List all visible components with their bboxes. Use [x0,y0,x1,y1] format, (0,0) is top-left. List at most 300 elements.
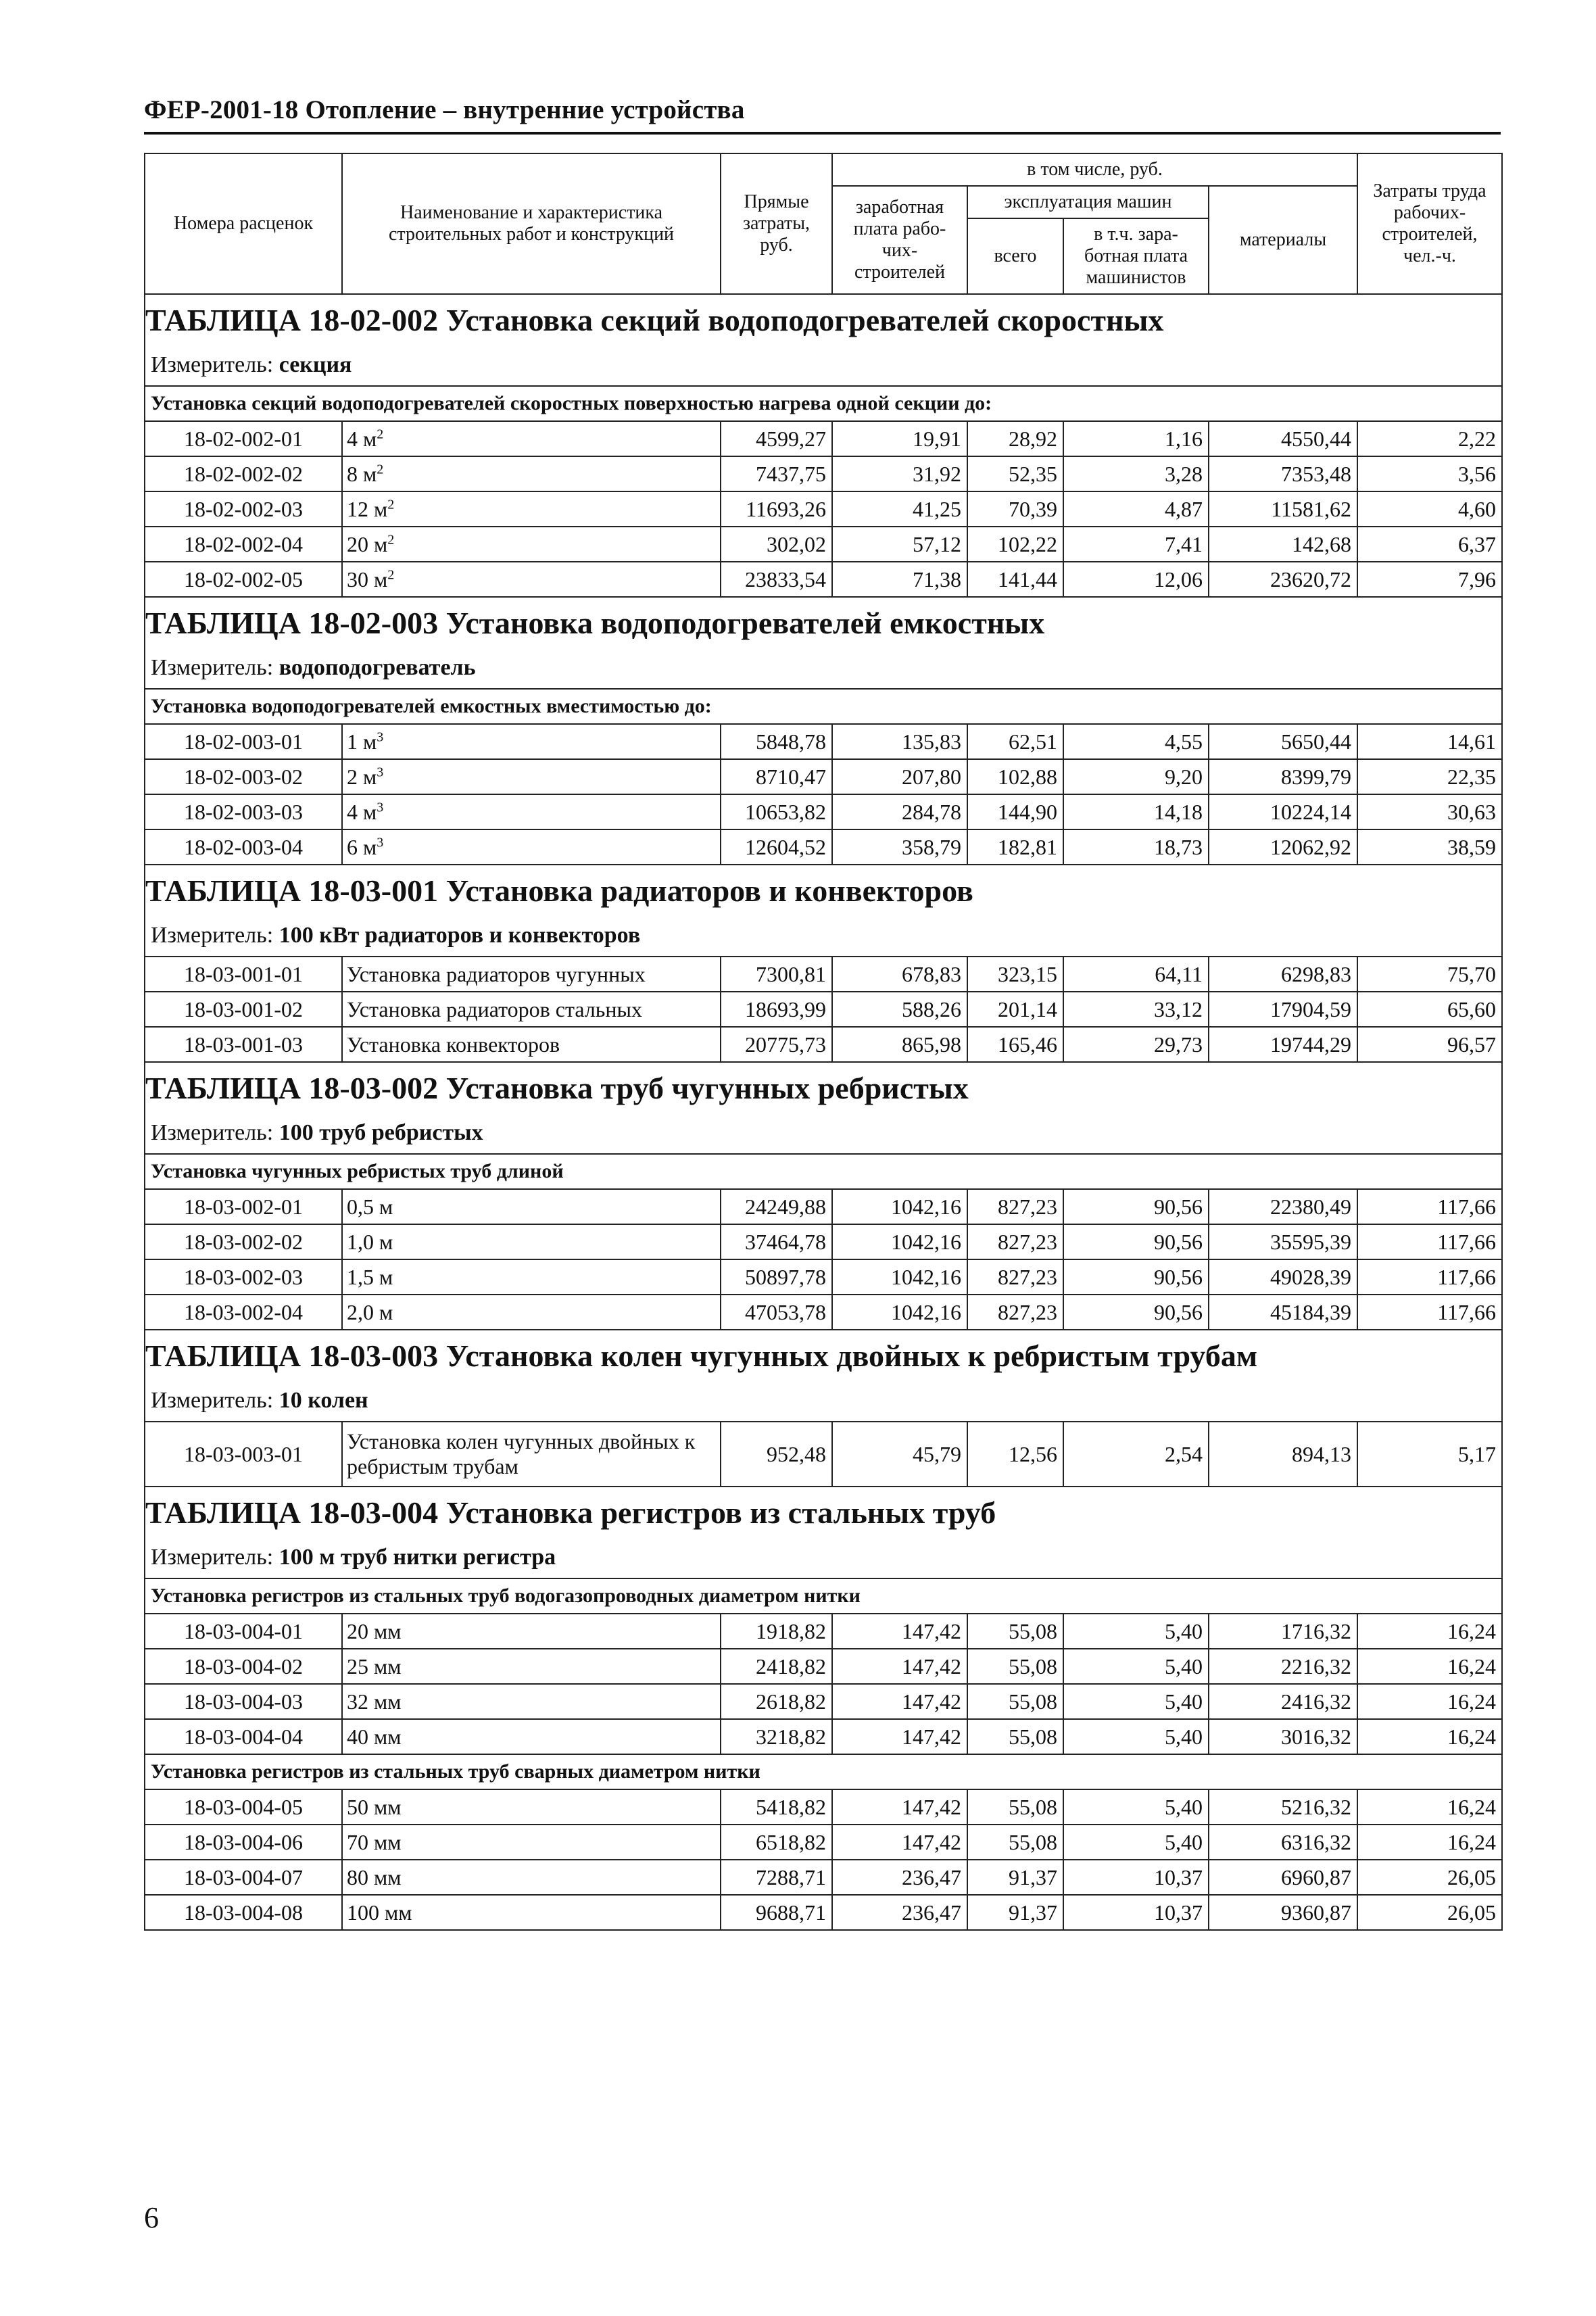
materials-cost: 6298,83 [1209,957,1357,992]
measure-cell [145,915,1502,957]
table-row [145,1825,1502,1860]
table-row [145,1860,1502,1895]
work-name [342,829,721,865]
work-name-text: Установка колен чугунных двойных к ребристым трубам [347,1429,696,1478]
measure-label: Измеритель: [151,655,274,680]
work-name-text: 1 м [347,729,377,754]
rate-code: 18-03-001-01 [145,957,342,992]
table-row [145,1224,1502,1259]
subheading-row [145,386,1502,421]
measure-value: водоподогреватель [279,655,476,680]
section-title-row [145,1062,1502,1113]
labor-cost: 117,66 [1357,1189,1502,1224]
table-row [145,1259,1502,1295]
unit-exponent: 3 [377,799,384,815]
direct-cost: 50897,78 [721,1259,832,1295]
machines-cost: 55,08 [967,1614,1063,1649]
section-title-row [145,865,1502,915]
labor-cost: 117,66 [1357,1295,1502,1330]
machines-cost: 55,08 [967,1719,1063,1754]
labor-cost: 26,05 [1357,1860,1502,1895]
measure-row [145,1380,1502,1422]
labor-cost: 26,05 [1357,1895,1502,1930]
machinist-wage-cost: 29,73 [1063,1027,1209,1062]
machinist-wage-cost: 10,37 [1063,1860,1209,1895]
section-title: ТАБЛИЦА 18-03-001 Установка радиаторов и конвекторов [145,865,1502,915]
rate-code: 18-02-003-03 [145,794,342,829]
work-name [342,794,721,829]
unit-exponent: 3 [377,729,384,744]
direct-cost: 23833,54 [721,562,832,597]
machines-cost: 70,39 [967,491,1063,527]
measure-row [145,915,1502,957]
machinist-wage-cost: 5,40 [1063,1614,1209,1649]
col-direct-header: Прямые затраты, руб. [721,153,832,294]
table-row [145,1719,1502,1754]
machinist-wage-cost: 14,18 [1063,794,1209,829]
wage-cost: 147,42 [832,1789,967,1825]
machines-cost: 55,08 [967,1825,1063,1860]
measure-row [145,1537,1502,1578]
measure-label: Измеритель: [151,1545,274,1570]
work-name-text: 4 м [347,799,377,824]
rate-code: 18-03-004-07 [145,1860,342,1895]
labor-cost: 117,66 [1357,1259,1502,1295]
machinist-wage-cost: 90,56 [1063,1224,1209,1259]
table-row [145,562,1502,597]
labor-cost: 7,96 [1357,562,1502,597]
section-title-row [145,1330,1502,1380]
direct-cost: 302,02 [721,527,832,562]
measure-label: Измеритель: [151,1388,274,1413]
work-name-text: Установка радиаторов стальных [347,996,642,1021]
measure-row [145,1113,1502,1154]
materials-cost: 5216,32 [1209,1789,1357,1825]
work-name [342,1825,721,1860]
work-name-text: 1,5 м [347,1264,393,1289]
table-row [145,1895,1502,1930]
work-name [342,562,721,597]
direct-cost: 4599,27 [721,421,832,456]
work-name-text: Установка конвекторов [347,1032,560,1057]
direct-cost: 24249,88 [721,1189,832,1224]
work-name [342,1422,721,1487]
rate-code: 18-03-002-02 [145,1224,342,1259]
direct-cost: 7288,71 [721,1860,832,1895]
machines-cost: 165,46 [967,1027,1063,1062]
machinist-wage-cost: 90,56 [1063,1259,1209,1295]
measure-value: секция [279,352,352,377]
wage-cost: 147,42 [832,1649,967,1684]
work-name-text: 70 мм [347,1829,402,1854]
work-name [342,957,721,992]
direct-cost: 3218,82 [721,1719,832,1754]
machinist-wage-cost: 5,40 [1063,1789,1209,1825]
direct-cost: 18693,99 [721,992,832,1027]
work-name-text: 6 м [347,834,377,859]
unit-exponent: 2 [387,531,395,547]
work-name [342,527,721,562]
table-row [145,527,1502,562]
machinist-wage-cost: 64,11 [1063,957,1209,992]
machines-cost: 12,56 [967,1422,1063,1487]
table-row [145,1684,1502,1719]
materials-cost: 1716,32 [1209,1614,1357,1649]
work-name [342,1189,721,1224]
rate-code: 18-03-004-01 [145,1614,342,1649]
work-name [342,456,721,491]
page-header: ФЕР-2001-18 Отопление – внутренние устройства [144,95,1501,135]
machinist-wage-cost: 5,40 [1063,1684,1209,1719]
materials-cost: 142,68 [1209,527,1357,562]
rate-code: 18-02-002-01 [145,421,342,456]
unit-exponent: 2 [377,461,384,477]
table-row [145,456,1502,491]
machines-cost: 141,44 [967,562,1063,597]
work-name [342,1684,721,1719]
table-row [145,1422,1502,1487]
work-name-text: 25 мм [347,1654,402,1679]
machinist-wage-cost: 12,06 [1063,562,1209,597]
work-name [342,1895,721,1930]
measure-value: 10 колен [279,1388,368,1413]
subheading: Установка водоподогревателей емкостных вместимостью до: [145,689,1502,724]
materials-cost: 49028,39 [1209,1259,1357,1295]
machines-cost: 102,22 [967,527,1063,562]
measure-value: 100 м труб нитки регистра [279,1545,556,1570]
subheading: Установка регистров из стальных труб водогазопроводных диаметром нитки [145,1578,1502,1614]
machines-cost: 102,88 [967,759,1063,794]
machinist-wage-cost: 2,54 [1063,1422,1209,1487]
work-name [342,759,721,794]
work-name-text: 20 мм [347,1618,402,1643]
direct-cost: 5848,78 [721,724,832,759]
materials-cost: 3016,32 [1209,1719,1357,1754]
section-title: ТАБЛИЦА 18-03-004 Установка регистров из стальных труб [145,1487,1502,1537]
work-name [342,1224,721,1259]
measure-value: 100 труб ребристых [279,1120,483,1145]
section-title-row [145,1487,1502,1537]
col-machines-header: эксплуатация машин [967,186,1209,218]
wage-cost: 19,91 [832,421,967,456]
direct-cost: 37464,78 [721,1224,832,1259]
work-name-text: 100 мм [347,1900,412,1925]
machines-cost: 323,15 [967,957,1063,992]
direct-cost: 8710,47 [721,759,832,794]
materials-cost: 7353,48 [1209,456,1357,491]
labor-cost: 16,24 [1357,1789,1502,1825]
labor-cost: 5,17 [1357,1422,1502,1487]
rate-code: 18-02-002-04 [145,527,342,562]
work-name [342,1614,721,1649]
col-total-header: всего [967,218,1063,294]
machinist-wage-cost: 5,40 [1063,1719,1209,1754]
materials-cost: 12062,92 [1209,829,1357,865]
direct-cost: 952,48 [721,1422,832,1487]
measure-cell [145,1380,1502,1422]
wage-cost: 45,79 [832,1422,967,1487]
labor-cost: 117,66 [1357,1224,1502,1259]
subheading-row [145,1154,1502,1189]
unit-exponent: 3 [377,764,384,779]
work-name [342,1295,721,1330]
materials-cost: 45184,39 [1209,1295,1357,1330]
machinist-wage-cost: 5,40 [1063,1649,1209,1684]
section-title: ТАБЛИЦА 18-03-002 Установка труб чугунных ребристых [145,1062,1502,1113]
machines-cost: 91,37 [967,1860,1063,1895]
work-name-text: 0,5 м [347,1194,393,1219]
materials-cost: 9360,87 [1209,1895,1357,1930]
col-materials-header: материалы [1209,186,1357,294]
unit-exponent: 3 [377,834,384,850]
labor-cost: 14,61 [1357,724,1502,759]
work-name [342,1649,721,1684]
direct-cost: 20775,73 [721,1027,832,1062]
materials-cost: 5650,44 [1209,724,1357,759]
wage-cost: 358,79 [832,829,967,865]
unit-exponent: 2 [387,496,395,512]
table-row [145,724,1502,759]
section-title: ТАБЛИЦА 18-02-003 Установка водоподогревателей емкостных [145,597,1502,648]
rate-code: 18-03-004-02 [145,1649,342,1684]
materials-cost: 2416,32 [1209,1684,1357,1719]
rate-code: 18-02-003-04 [145,829,342,865]
wage-cost: 57,12 [832,527,967,562]
table-row [145,957,1502,992]
machinist-wage-cost: 3,28 [1063,456,1209,491]
labor-cost: 16,24 [1357,1684,1502,1719]
rate-code: 18-03-004-05 [145,1789,342,1825]
work-name-text: 2,0 м [347,1299,393,1324]
measure-label: Измеритель: [151,923,274,948]
col-incl-header: в том числе, руб. [832,153,1357,186]
work-name [342,1259,721,1295]
measure-row [145,648,1502,689]
machines-cost: 55,08 [967,1684,1063,1719]
labor-cost: 16,24 [1357,1719,1502,1754]
labor-cost: 96,57 [1357,1027,1502,1062]
section-title: ТАБЛИЦА 18-03-003 Установка колен чугунных двойных к ребристым трубам [145,1330,1502,1380]
rate-code: 18-03-002-03 [145,1259,342,1295]
work-name [342,1860,721,1895]
measure-value: 100 кВт радиаторов и конвекторов [279,923,641,948]
table-row [145,1295,1502,1330]
machinist-wage-cost: 9,20 [1063,759,1209,794]
work-name-text: 40 мм [347,1724,402,1749]
work-name [342,1789,721,1825]
wage-cost: 588,26 [832,992,967,1027]
unit-exponent: 2 [377,426,384,441]
rate-code: 18-02-002-05 [145,562,342,597]
direct-cost: 5418,82 [721,1789,832,1825]
direct-cost: 47053,78 [721,1295,832,1330]
work-name [342,724,721,759]
table-row [145,829,1502,865]
work-name-text: 2 м [347,764,377,789]
table-row [145,759,1502,794]
work-name [342,1027,721,1062]
labor-cost: 65,60 [1357,992,1502,1027]
work-name-text: Установка радиаторов чугунных [347,961,646,986]
measure-label: Измеритель: [151,1120,274,1145]
machines-cost: 91,37 [967,1895,1063,1930]
direct-cost: 10653,82 [721,794,832,829]
wage-cost: 1042,16 [832,1189,967,1224]
col-labor-header: Затраты труда рабочих-строителей, чел.-ч. [1357,153,1502,294]
measure-row [145,345,1502,386]
subheading-row [145,1578,1502,1614]
subheading-row [145,689,1502,724]
labor-cost: 16,24 [1357,1614,1502,1649]
wage-cost: 1042,16 [832,1259,967,1295]
table-body [145,294,1502,1930]
machines-cost: 827,23 [967,1224,1063,1259]
machinist-wage-cost: 33,12 [1063,992,1209,1027]
materials-cost: 11581,62 [1209,491,1357,527]
machinist-wage-cost: 4,87 [1063,491,1209,527]
work-name-text: 32 мм [347,1689,402,1714]
wage-cost: 147,42 [832,1719,967,1754]
wage-cost: 236,47 [832,1895,967,1930]
work-name-text: 4 м [347,426,377,451]
wage-cost: 1042,16 [832,1224,967,1259]
materials-cost: 6960,87 [1209,1860,1357,1895]
work-name [342,1719,721,1754]
materials-cost: 22380,49 [1209,1189,1357,1224]
rate-code: 18-03-004-03 [145,1684,342,1719]
subheading-row [145,1754,1502,1789]
table-row [145,1189,1502,1224]
materials-cost: 17904,59 [1209,992,1357,1027]
direct-cost: 1918,82 [721,1614,832,1649]
work-name-text: 20 м [347,531,388,556]
wage-cost: 71,38 [832,562,967,597]
col-wage-header: заработная плата рабо-чих-строителей [832,186,967,294]
machines-cost: 182,81 [967,829,1063,865]
labor-cost: 2,22 [1357,421,1502,456]
labor-cost: 16,24 [1357,1649,1502,1684]
rate-code: 18-03-004-06 [145,1825,342,1860]
machines-cost: 62,51 [967,724,1063,759]
machinist-wage-cost: 5,40 [1063,1825,1209,1860]
rate-code: 18-02-003-01 [145,724,342,759]
wage-cost: 41,25 [832,491,967,527]
machinist-wage-cost: 4,55 [1063,724,1209,759]
work-name-text: 50 мм [347,1794,402,1819]
table-row [145,794,1502,829]
measure-label: Измеритель: [151,352,274,377]
materials-cost: 10224,14 [1209,794,1357,829]
machines-cost: 55,08 [967,1789,1063,1825]
table-row [145,1027,1502,1062]
wage-cost: 135,83 [832,724,967,759]
work-name-text: 1,0 м [347,1229,393,1254]
direct-cost: 2418,82 [721,1649,832,1684]
table-row [145,1614,1502,1649]
rates-table [144,153,1503,1931]
labor-cost: 75,70 [1357,957,1502,992]
col-code-header: Номера расценок [145,153,342,294]
materials-cost: 19744,29 [1209,1027,1357,1062]
materials-cost: 894,13 [1209,1422,1357,1487]
wage-cost: 1042,16 [832,1295,967,1330]
measure-cell [145,1537,1502,1578]
machines-cost: 827,23 [967,1189,1063,1224]
wage-cost: 207,80 [832,759,967,794]
wage-cost: 31,92 [832,456,967,491]
work-name-text: 30 м [347,566,388,592]
unit-exponent: 2 [387,566,395,582]
machinist-wage-cost: 1,16 [1063,421,1209,456]
rate-code: 18-03-004-08 [145,1895,342,1930]
rate-code: 18-03-001-03 [145,1027,342,1062]
page-number: 6 [144,2201,159,2234]
table-row [145,1649,1502,1684]
wage-cost: 147,42 [832,1614,967,1649]
section-title-row [145,597,1502,648]
machinist-wage-cost: 90,56 [1063,1295,1209,1330]
machinist-wage-cost: 90,56 [1063,1189,1209,1224]
wage-cost: 147,42 [832,1825,967,1860]
work-name-text: 8 м [347,461,377,486]
direct-cost: 9688,71 [721,1895,832,1930]
machines-cost: 201,14 [967,992,1063,1027]
direct-cost: 11693,26 [721,491,832,527]
direct-cost: 2618,82 [721,1684,832,1719]
rate-code: 18-02-002-02 [145,456,342,491]
machines-cost: 55,08 [967,1649,1063,1684]
machinist-wage-cost: 7,41 [1063,527,1209,562]
wage-cost: 865,98 [832,1027,967,1062]
labor-cost: 38,59 [1357,829,1502,865]
machines-cost: 827,23 [967,1259,1063,1295]
section-title: ТАБЛИЦА 18-02-002 Установка секций водоподогревателей скоростных [145,294,1502,345]
col-name-header: Наименование и характеристика строительных работ и конструкций [342,153,721,294]
materials-cost: 8399,79 [1209,759,1357,794]
materials-cost: 6316,32 [1209,1825,1357,1860]
rate-code: 18-03-002-01 [145,1189,342,1224]
work-name [342,992,721,1027]
wage-cost: 678,83 [832,957,967,992]
col-machinist-wage-header: в т.ч. зара-ботная плата машинистов [1063,218,1209,294]
work-name [342,491,721,527]
machines-cost: 28,92 [967,421,1063,456]
table-row [145,491,1502,527]
machines-cost: 827,23 [967,1295,1063,1330]
machinist-wage-cost: 18,73 [1063,829,1209,865]
materials-cost: 23620,72 [1209,562,1357,597]
table-row [145,421,1502,456]
materials-cost: 2216,32 [1209,1649,1357,1684]
table-row [145,992,1502,1027]
direct-cost: 12604,52 [721,829,832,865]
labor-cost: 6,37 [1357,527,1502,562]
machines-cost: 144,90 [967,794,1063,829]
labor-cost: 16,24 [1357,1825,1502,1860]
table-row [145,1789,1502,1825]
labor-cost: 4,60 [1357,491,1502,527]
subheading: Установка регистров из стальных труб сварных диаметром нитки [145,1754,1502,1789]
labor-cost: 30,63 [1357,794,1502,829]
wage-cost: 147,42 [832,1684,967,1719]
work-name [342,421,721,456]
section-title-row [145,294,1502,345]
labor-cost: 3,56 [1357,456,1502,491]
direct-cost: 7437,75 [721,456,832,491]
rate-code: 18-02-002-03 [145,491,342,527]
wage-cost: 284,78 [832,794,967,829]
machinist-wage-cost: 10,37 [1063,1895,1209,1930]
